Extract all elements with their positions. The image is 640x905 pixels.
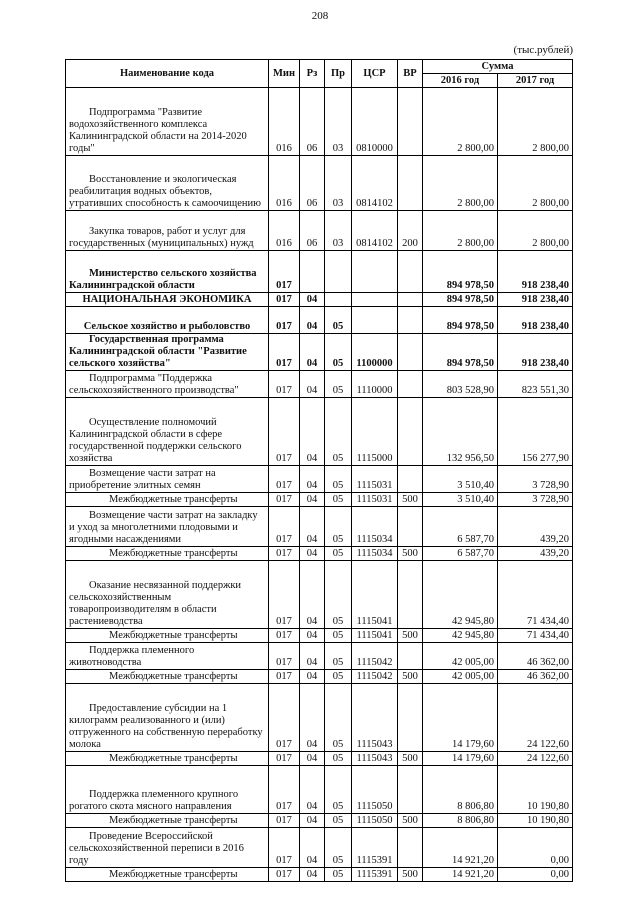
table-row bbox=[66, 752, 573, 766]
cell-name: Министерство сельского хозяйства Калининградской области bbox=[66, 251, 269, 293]
cell-vr bbox=[398, 334, 423, 371]
cell-min: 016 bbox=[269, 211, 300, 251]
cell-rz: 04 bbox=[300, 547, 325, 561]
cell-pr: 05 bbox=[325, 684, 352, 752]
cell-rz: 04 bbox=[300, 466, 325, 493]
cell-csr: 1115041 bbox=[352, 629, 398, 643]
cell-y2017: 24 122,60 bbox=[498, 684, 573, 752]
cell-csr: 1115050 bbox=[352, 766, 398, 814]
cell-vr bbox=[398, 828, 423, 868]
cell-pr: 03 bbox=[325, 88, 352, 156]
header-name: Наименование кода bbox=[66, 60, 269, 88]
table-row bbox=[66, 493, 573, 507]
cell-pr: 05 bbox=[325, 307, 352, 334]
cell-csr bbox=[352, 307, 398, 334]
budget-table bbox=[65, 59, 573, 882]
header-2016: 2016 год bbox=[423, 74, 498, 88]
cell-vr: 500 bbox=[398, 670, 423, 684]
cell-min: 017 bbox=[269, 766, 300, 814]
cell-name: Межбюджетные трансферты bbox=[66, 814, 269, 828]
cell-pr: 05 bbox=[325, 643, 352, 670]
cell-pr: 05 bbox=[325, 547, 352, 561]
cell-pr: 05 bbox=[325, 868, 352, 882]
cell-name: Межбюджетные трансферты bbox=[66, 670, 269, 684]
cell-pr: 05 bbox=[325, 371, 352, 398]
table-row bbox=[66, 766, 573, 814]
cell-vr: 500 bbox=[398, 547, 423, 561]
page-number: 208 bbox=[311, 10, 329, 22]
cell-y2017: 918 238,40 bbox=[498, 251, 573, 293]
cell-vr bbox=[398, 293, 423, 307]
cell-csr: 1115042 bbox=[352, 670, 398, 684]
cell-pr: 05 bbox=[325, 334, 352, 371]
cell-y2016: 42 005,00 bbox=[423, 643, 498, 670]
table-row bbox=[66, 307, 573, 334]
cell-vr: 500 bbox=[398, 752, 423, 766]
header-rz: Рз bbox=[300, 60, 325, 88]
cell-y2016: 14 921,20 bbox=[423, 828, 498, 868]
header-vr: ВР bbox=[398, 60, 423, 88]
cell-name: Поддержка племенного животноводства bbox=[66, 643, 269, 670]
table-row bbox=[66, 868, 573, 882]
cell-pr: 03 bbox=[325, 156, 352, 211]
cell-pr: 03 bbox=[325, 211, 352, 251]
cell-y2017: 918 238,40 bbox=[498, 293, 573, 307]
cell-y2017: 3 728,90 bbox=[498, 493, 573, 507]
cell-rz: 04 bbox=[300, 371, 325, 398]
cell-name: Осуществление полномочий Калининградской области в сфере государственной поддержки сельского хозяйства bbox=[66, 398, 269, 466]
header-pr: Пр bbox=[325, 60, 352, 88]
cell-min: 017 bbox=[269, 334, 300, 371]
cell-min: 017 bbox=[269, 814, 300, 828]
cell-pr bbox=[325, 251, 352, 293]
cell-rz: 04 bbox=[300, 828, 325, 868]
cell-rz: 04 bbox=[300, 868, 325, 882]
cell-y2017: 0,00 bbox=[498, 868, 573, 882]
cell-rz: 04 bbox=[300, 334, 325, 371]
cell-y2016: 2 800,00 bbox=[423, 88, 498, 156]
cell-pr: 05 bbox=[325, 670, 352, 684]
cell-vr bbox=[398, 398, 423, 466]
table-row bbox=[66, 398, 573, 466]
cell-y2016: 14 179,60 bbox=[423, 684, 498, 752]
cell-csr bbox=[352, 251, 398, 293]
cell-rz: 04 bbox=[300, 643, 325, 670]
cell-csr: 1110000 bbox=[352, 371, 398, 398]
table-row bbox=[66, 828, 573, 868]
cell-min: 017 bbox=[269, 670, 300, 684]
cell-y2016: 42 945,80 bbox=[423, 629, 498, 643]
cell-name: Поддержка племенного крупного рогатого скота мясного направления bbox=[66, 766, 269, 814]
cell-vr bbox=[398, 371, 423, 398]
header-csr: ЦСР bbox=[352, 60, 398, 88]
cell-name: Государственная программа Калининградской области "Развитие сельского хозяйства" bbox=[66, 334, 269, 371]
table-row bbox=[66, 814, 573, 828]
cell-vr: 500 bbox=[398, 629, 423, 643]
table-row bbox=[66, 561, 573, 629]
cell-csr: 1115043 bbox=[352, 752, 398, 766]
cell-rz: 06 bbox=[300, 211, 325, 251]
cell-y2017: 46 362,00 bbox=[498, 643, 573, 670]
cell-min: 017 bbox=[269, 251, 300, 293]
table-row bbox=[66, 643, 573, 670]
table-row bbox=[66, 507, 573, 547]
cell-y2016: 6 587,70 bbox=[423, 547, 498, 561]
cell-pr: 05 bbox=[325, 828, 352, 868]
cell-min: 017 bbox=[269, 507, 300, 547]
cell-name: Проведение Всероссийской сельскохозяйственной переписи в 2016 году bbox=[66, 828, 269, 868]
cell-vr bbox=[398, 307, 423, 334]
cell-csr: 1115042 bbox=[352, 643, 398, 670]
cell-y2017: 71 434,40 bbox=[498, 629, 573, 643]
cell-y2016: 894 978,50 bbox=[423, 293, 498, 307]
header-sum: Сумма bbox=[423, 60, 573, 74]
cell-csr: 1115034 bbox=[352, 507, 398, 547]
cell-name: Межбюджетные трансферты bbox=[66, 547, 269, 561]
cell-min: 017 bbox=[269, 643, 300, 670]
cell-vr bbox=[398, 643, 423, 670]
cell-csr: 1115391 bbox=[352, 868, 398, 882]
cell-name: Межбюджетные трансферты bbox=[66, 493, 269, 507]
cell-y2016: 6 587,70 bbox=[423, 507, 498, 547]
table-row bbox=[66, 466, 573, 493]
cell-name: Межбюджетные трансферты bbox=[66, 752, 269, 766]
cell-csr: 1115391 bbox=[352, 828, 398, 868]
cell-min: 016 bbox=[269, 88, 300, 156]
cell-min: 017 bbox=[269, 293, 300, 307]
cell-rz: 04 bbox=[300, 814, 325, 828]
table-row bbox=[66, 211, 573, 251]
cell-pr: 05 bbox=[325, 398, 352, 466]
cell-pr: 05 bbox=[325, 561, 352, 629]
cell-y2017: 24 122,60 bbox=[498, 752, 573, 766]
cell-y2016: 2 800,00 bbox=[423, 211, 498, 251]
cell-min: 017 bbox=[269, 547, 300, 561]
cell-rz bbox=[300, 251, 325, 293]
cell-vr bbox=[398, 88, 423, 156]
cell-name: Подпрограмма "Поддержка сельскохозяйственного производства" bbox=[66, 371, 269, 398]
cell-rz: 04 bbox=[300, 670, 325, 684]
cell-name: Межбюджетные трансферты bbox=[66, 629, 269, 643]
cell-csr bbox=[352, 293, 398, 307]
cell-pr: 05 bbox=[325, 466, 352, 493]
cell-name: Межбюджетные трансферты bbox=[66, 868, 269, 882]
cell-name: Восстановление и экологическая реабилитация водных объектов, утративших способность к самоочищению bbox=[66, 156, 269, 211]
cell-y2016: 42 005,00 bbox=[423, 670, 498, 684]
cell-vr bbox=[398, 251, 423, 293]
cell-csr: 1115000 bbox=[352, 398, 398, 466]
cell-y2016: 803 528,90 bbox=[423, 371, 498, 398]
cell-rz: 06 bbox=[300, 156, 325, 211]
cell-pr: 05 bbox=[325, 766, 352, 814]
cell-csr: 0814102 bbox=[352, 156, 398, 211]
cell-name: Подпрограмма "Развитие водохозяйственного комплекса Калининградской области на 2014-2020 годы" bbox=[66, 88, 269, 156]
cell-name: Предоставление субсидии на 1 килограмм реализованного и (или) отгруженного на собственную переработку молока bbox=[66, 684, 269, 752]
cell-csr: 1115034 bbox=[352, 547, 398, 561]
cell-pr bbox=[325, 293, 352, 307]
cell-y2016: 42 945,80 bbox=[423, 561, 498, 629]
cell-rz: 04 bbox=[300, 493, 325, 507]
table-row bbox=[66, 293, 573, 307]
cell-y2017: 10 190,80 bbox=[498, 766, 573, 814]
cell-y2016: 894 978,50 bbox=[423, 307, 498, 334]
cell-y2017: 46 362,00 bbox=[498, 670, 573, 684]
cell-min: 017 bbox=[269, 561, 300, 629]
cell-rz: 04 bbox=[300, 684, 325, 752]
cell-y2017: 2 800,00 bbox=[498, 156, 573, 211]
cell-csr: 0810000 bbox=[352, 88, 398, 156]
cell-min: 017 bbox=[269, 493, 300, 507]
cell-csr: 1115031 bbox=[352, 493, 398, 507]
cell-min: 017 bbox=[269, 371, 300, 398]
cell-name: Возмещение части затрат на закладку и уход за многолетними плодовыми и ягодными насаждениями bbox=[66, 507, 269, 547]
cell-rz: 04 bbox=[300, 561, 325, 629]
cell-y2016: 894 978,50 bbox=[423, 334, 498, 371]
cell-y2017: 0,00 bbox=[498, 828, 573, 868]
cell-y2016: 3 510,40 bbox=[423, 466, 498, 493]
cell-pr: 05 bbox=[325, 752, 352, 766]
cell-name: Закупка товаров, работ и услуг для государственных (муниципальных) нужд bbox=[66, 211, 269, 251]
cell-vr bbox=[398, 684, 423, 752]
cell-min: 016 bbox=[269, 156, 300, 211]
cell-y2017: 918 238,40 bbox=[498, 307, 573, 334]
cell-y2017: 439,20 bbox=[498, 507, 573, 547]
cell-name: Возмещение части затрат на приобретение элитных семян bbox=[66, 466, 269, 493]
table-row bbox=[66, 88, 573, 156]
cell-y2017: 156 277,90 bbox=[498, 398, 573, 466]
cell-y2016: 894 978,50 bbox=[423, 251, 498, 293]
cell-rz: 06 bbox=[300, 88, 325, 156]
cell-name: Сельское хозяйство и рыболовство bbox=[66, 307, 269, 334]
table-row bbox=[66, 684, 573, 752]
cell-y2017: 2 800,00 bbox=[498, 211, 573, 251]
cell-y2017: 918 238,40 bbox=[498, 334, 573, 371]
cell-min: 017 bbox=[269, 307, 300, 334]
units-label: (тыс.рублей) bbox=[513, 44, 573, 56]
cell-min: 017 bbox=[269, 466, 300, 493]
cell-min: 017 bbox=[269, 868, 300, 882]
cell-vr bbox=[398, 561, 423, 629]
cell-y2016: 14 179,60 bbox=[423, 752, 498, 766]
cell-name: Оказание несвязанной поддержки сельскохозяйственным товаропроизводителям в области растениеводства bbox=[66, 561, 269, 629]
cell-y2016: 132 956,50 bbox=[423, 398, 498, 466]
cell-y2016: 8 806,80 bbox=[423, 766, 498, 814]
cell-y2016: 8 806,80 bbox=[423, 814, 498, 828]
cell-rz: 04 bbox=[300, 629, 325, 643]
cell-vr bbox=[398, 466, 423, 493]
table-row bbox=[66, 371, 573, 398]
cell-pr: 05 bbox=[325, 493, 352, 507]
cell-csr: 1100000 bbox=[352, 334, 398, 371]
cell-pr: 05 bbox=[325, 814, 352, 828]
cell-min: 017 bbox=[269, 398, 300, 466]
cell-pr: 05 bbox=[325, 507, 352, 547]
table-row bbox=[66, 670, 573, 684]
cell-rz: 04 bbox=[300, 293, 325, 307]
cell-vr: 500 bbox=[398, 868, 423, 882]
cell-csr: 1115041 bbox=[352, 561, 398, 629]
cell-y2017: 2 800,00 bbox=[498, 88, 573, 156]
cell-y2017: 10 190,80 bbox=[498, 814, 573, 828]
cell-csr: 1115031 bbox=[352, 466, 398, 493]
cell-vr bbox=[398, 766, 423, 814]
table-row bbox=[66, 251, 573, 293]
cell-rz: 04 bbox=[300, 307, 325, 334]
cell-name: НАЦИОНАЛЬНАЯ ЭКОНОМИКА bbox=[66, 293, 269, 307]
cell-min: 017 bbox=[269, 752, 300, 766]
table-row bbox=[66, 547, 573, 561]
table-row bbox=[66, 629, 573, 643]
cell-vr bbox=[398, 156, 423, 211]
table-row bbox=[66, 156, 573, 211]
cell-y2017: 71 434,40 bbox=[498, 561, 573, 629]
table-body bbox=[66, 88, 573, 882]
cell-rz: 04 bbox=[300, 752, 325, 766]
cell-y2017: 439,20 bbox=[498, 547, 573, 561]
cell-csr: 1115050 bbox=[352, 814, 398, 828]
cell-y2017: 3 728,90 bbox=[498, 466, 573, 493]
cell-vr: 200 bbox=[398, 211, 423, 251]
cell-min: 017 bbox=[269, 828, 300, 868]
cell-csr: 1115043 bbox=[352, 684, 398, 752]
cell-csr: 0814102 bbox=[352, 211, 398, 251]
cell-vr: 500 bbox=[398, 493, 423, 507]
cell-rz: 04 bbox=[300, 766, 325, 814]
cell-rz: 04 bbox=[300, 507, 325, 547]
cell-rz: 04 bbox=[300, 398, 325, 466]
cell-y2017: 823 551,30 bbox=[498, 371, 573, 398]
table-row bbox=[66, 334, 573, 371]
cell-pr: 05 bbox=[325, 629, 352, 643]
cell-min: 017 bbox=[269, 629, 300, 643]
header-min: Мин bbox=[269, 60, 300, 88]
cell-vr bbox=[398, 507, 423, 547]
cell-y2016: 3 510,40 bbox=[423, 493, 498, 507]
cell-y2016: 2 800,00 bbox=[423, 156, 498, 211]
cell-y2016: 14 921,20 bbox=[423, 868, 498, 882]
header-2017: 2017 год bbox=[498, 74, 573, 88]
cell-min: 017 bbox=[269, 684, 300, 752]
cell-vr: 500 bbox=[398, 814, 423, 828]
